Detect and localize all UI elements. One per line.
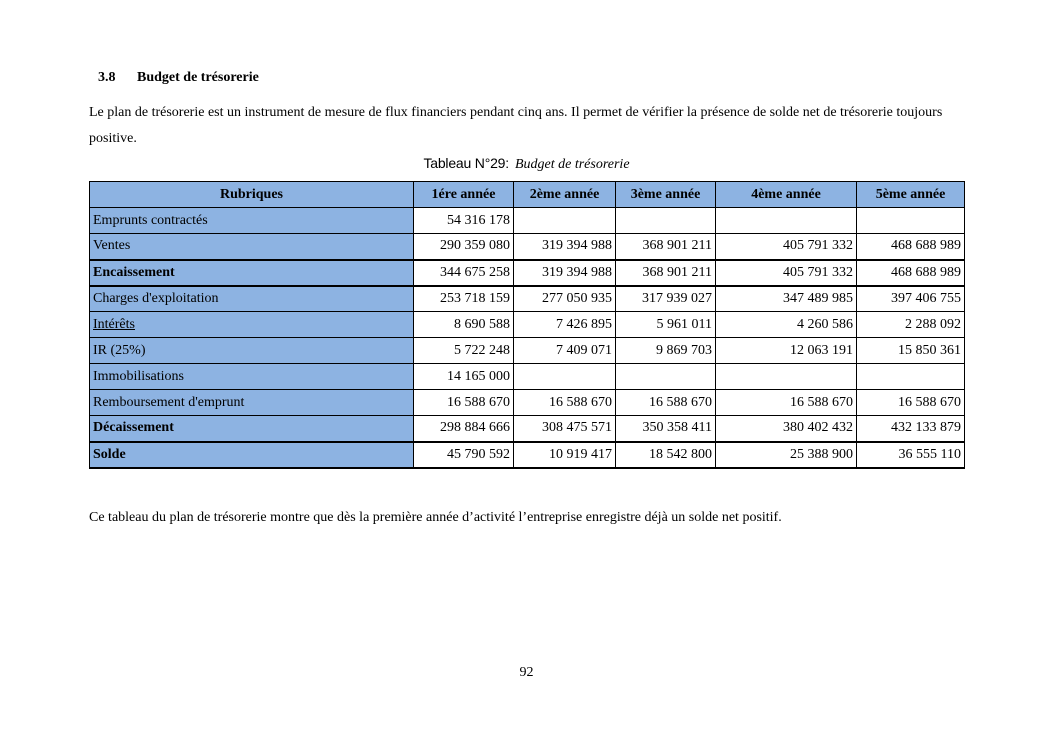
cell-value	[857, 364, 965, 390]
header-year-5: 5ème année	[857, 182, 965, 208]
section-number: 3.8	[98, 70, 116, 85]
cell-value: 7 409 071	[514, 338, 616, 364]
cell-value: 36 555 110	[857, 442, 965, 468]
cell-value: 308 475 571	[514, 416, 616, 442]
budget-table	[89, 181, 965, 469]
table-row	[90, 364, 965, 390]
row-label	[90, 312, 414, 338]
cell-value: 277 050 935	[514, 286, 616, 312]
cell-value: 405 791 332	[716, 260, 857, 286]
intro-paragraph: Le plan de trésorerie est un instrument de mesure de flux financiers pendant cinq ans. Il permet de vérifier la présence de solde net de trésorerie toujours positive.	[89, 105, 943, 146]
cell-value: 397 406 755	[857, 286, 965, 312]
cell-value: 15 850 361	[857, 338, 965, 364]
cell-value: 468 688 989	[857, 234, 965, 260]
cell-value: 10 919 417	[514, 442, 616, 468]
cell-value: 45 790 592	[414, 442, 514, 468]
cell-value: 16 588 670	[414, 390, 514, 416]
row-label: Emprunts contractés	[90, 208, 414, 234]
cell-value: 16 588 670	[616, 390, 716, 416]
page-number: 92	[519, 665, 534, 680]
row-label: IR (25%)	[90, 338, 414, 364]
cell-value: 16 588 670	[857, 390, 965, 416]
cell-value: 4 260 586	[716, 312, 857, 338]
cell-value: 16 588 670	[716, 390, 857, 416]
caption-title: Budget de trésorerie	[514, 157, 630, 172]
cell-value: 405 791 332	[716, 234, 857, 260]
cell-value: 18 542 800	[616, 442, 716, 468]
header-rubriques: Rubriques	[90, 182, 414, 208]
cell-value: 253 718 159	[414, 286, 514, 312]
cell-value: 344 675 258	[414, 260, 514, 286]
cell-value: 5 961 011	[616, 312, 716, 338]
row-label: Immobilisations	[90, 364, 414, 390]
cell-value	[716, 364, 857, 390]
cell-value: 8 690 588	[414, 312, 514, 338]
table-row	[90, 208, 965, 234]
cell-value	[514, 364, 616, 390]
cell-value: 25 388 900	[716, 442, 857, 468]
cell-value: 14 165 000	[414, 364, 514, 390]
cell-value	[857, 208, 965, 234]
cell-value: 12 063 191	[716, 338, 857, 364]
row-label-text: Intérêts	[93, 316, 135, 332]
table-row	[90, 286, 965, 312]
cell-value	[616, 364, 716, 390]
row-label: Encaissement	[90, 260, 414, 286]
table-row	[90, 312, 965, 338]
section-title: Budget de trésorerie	[137, 70, 259, 85]
cell-value: 7 426 895	[514, 312, 616, 338]
cell-value: 350 358 411	[616, 416, 716, 442]
table-header-row	[90, 182, 965, 208]
row-label: Décaissement	[90, 416, 414, 442]
cell-value: 54 316 178	[414, 208, 514, 234]
cell-value	[514, 208, 616, 234]
cell-value: 432 133 879	[857, 416, 965, 442]
table-row-total	[90, 260, 965, 286]
cell-value: 319 394 988	[514, 260, 616, 286]
section-heading	[98, 70, 259, 86]
row-label: Solde	[90, 442, 414, 468]
table-caption	[0, 155, 1053, 173]
table-row-total	[90, 442, 965, 468]
header-year-1: 1ére année	[414, 182, 514, 208]
header-year-2: 2ème année	[514, 182, 616, 208]
cell-value: 368 901 211	[616, 260, 716, 286]
cell-value: 368 901 211	[616, 234, 716, 260]
row-label: Charges d'exploitation	[90, 286, 414, 312]
cell-value: 347 489 985	[716, 286, 857, 312]
cell-value: 16 588 670	[514, 390, 616, 416]
cell-value: 5 722 248	[414, 338, 514, 364]
cell-value: 468 688 989	[857, 260, 965, 286]
cell-value: 380 402 432	[716, 416, 857, 442]
header-year-4: 4ème année	[716, 182, 857, 208]
row-label: Remboursement d'emprunt	[90, 390, 414, 416]
table-row	[90, 338, 965, 364]
row-label: Ventes	[90, 234, 414, 260]
cell-value: 317 939 027	[616, 286, 716, 312]
table-row	[90, 234, 965, 260]
cell-value: 9 869 703	[616, 338, 716, 364]
table-row-total	[90, 416, 965, 442]
cell-value: 2 288 092	[857, 312, 965, 338]
conclusion-paragraph: Ce tableau du plan de trésorerie montre que dès la première année d’activité l’entreprise enregistre déjà un solde net positif.	[89, 510, 782, 525]
cell-value: 298 884 666	[414, 416, 514, 442]
table-row	[90, 390, 965, 416]
header-year-3: 3ème année	[616, 182, 716, 208]
cell-value: 319 394 988	[514, 234, 616, 260]
cell-value: 290 359 080	[414, 234, 514, 260]
cell-value	[616, 208, 716, 234]
caption-label: Tableau N°29:	[423, 155, 509, 171]
cell-value	[716, 208, 857, 234]
